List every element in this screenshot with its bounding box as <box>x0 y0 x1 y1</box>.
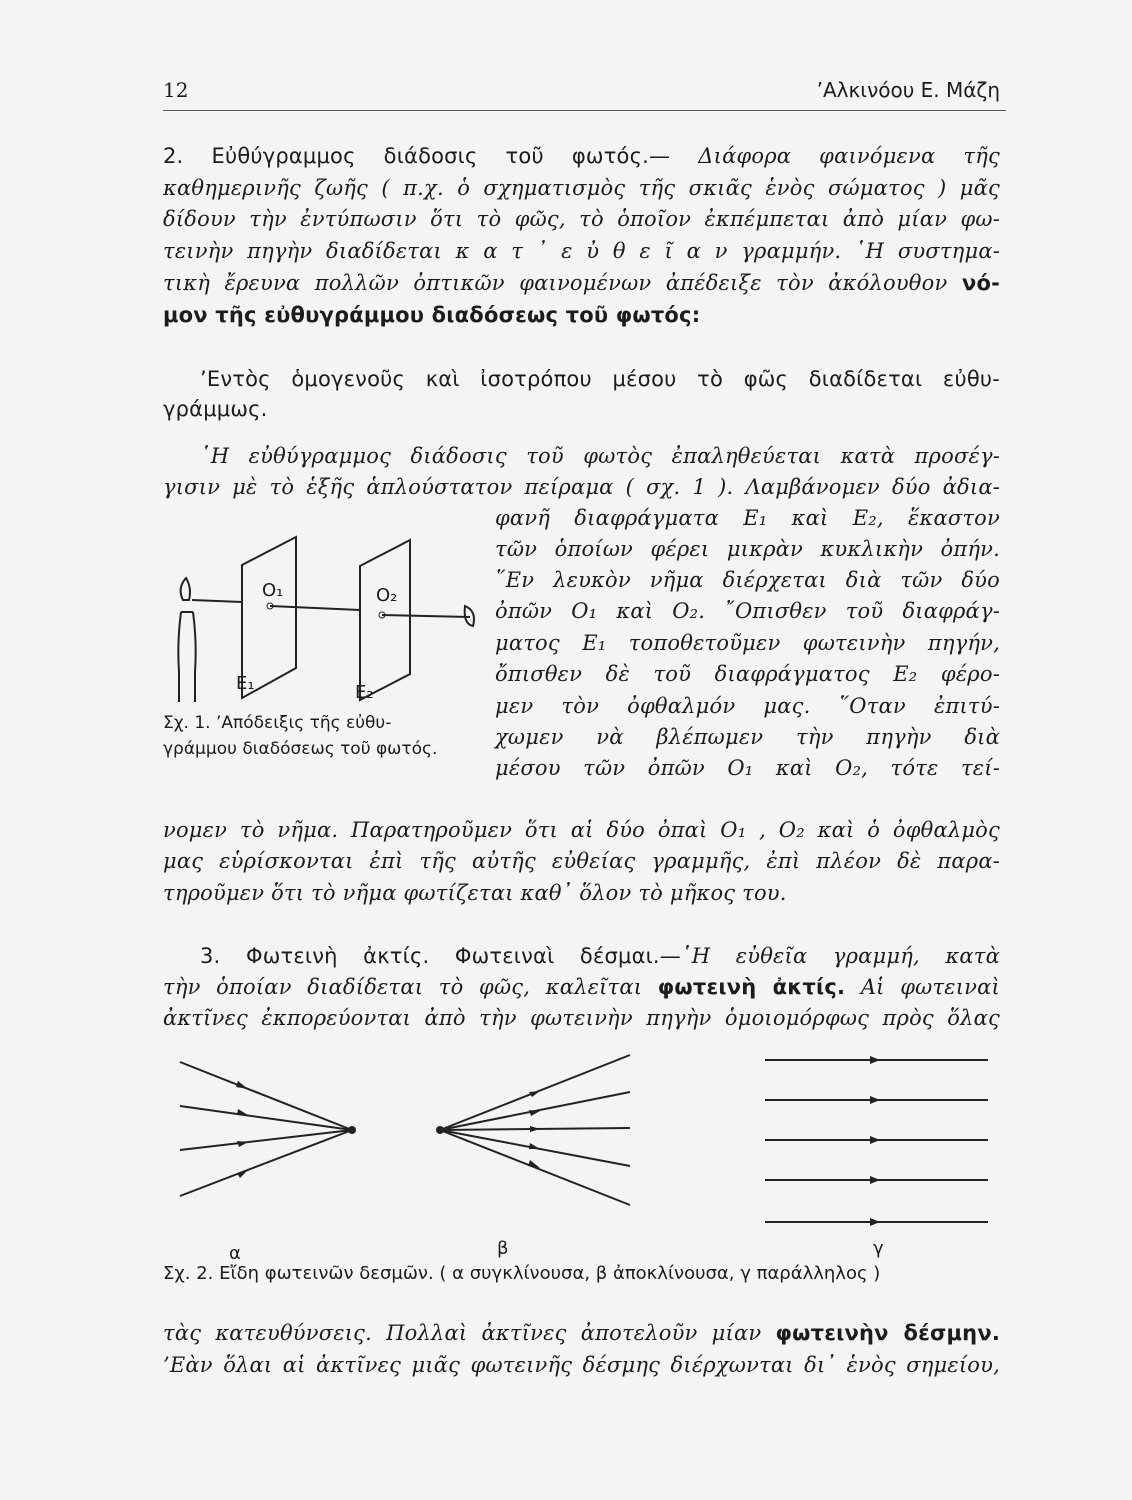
text-line: καθημερινῆς ζωῆς ( π.χ. ὁ σχηματισμὸς τῆς σκιᾶς ἑνὸς σώματος ) μᾶς <box>163 176 1000 200</box>
section-2-heading: 2. Εὐθύγραμμος διάδοσις τοῦ φωτός.— <box>163 144 671 168</box>
label-e2: E₂ <box>355 682 374 703</box>
label-gamma: γ <box>873 1238 884 1259</box>
eye-icon <box>465 606 474 626</box>
text-line: ὀπῶν O₁ καὶ O₂. ῎Οπισθεν τοῦ διαφράγ- <box>495 599 1000 623</box>
text-line: μεν τὸν ὀφθαλμόν μας. ῞Οταν ἐπιτύ- <box>495 694 1000 718</box>
text-line: δίδουν τὴν ἐντύπωσιν ὅτι τὸ φῶς, τὸ ὁποῖον ἐκπέμπεται ἀπὸ μίαν φω- <box>163 207 1000 231</box>
text: τικὴ ἔρευνα πολλῶν ὀπτικῶν φαινομένων ἀπέδειξε τὸν ἀκόλουθον <box>163 271 948 295</box>
bold-term: νό- <box>961 271 1000 295</box>
text-line: μέσου τῶν ὀπῶν O₁ καὶ O₂, τότε τεί- <box>495 756 1000 780</box>
law-statement-end: γράμμως. <box>163 397 268 421</box>
text-line: τεινὴν πηγὴν διαδίδεται κ α τ ᾽ ε ὐ θ ε ῖ α ν γραμμήν. ῾Η συστημα- <box>163 239 1000 263</box>
label-beta: β <box>497 1238 509 1259</box>
text-line: ῾Η εὐθύγραμμος διάδοσις τοῦ φωτὸς ἐπαληθεύεται κατὰ προσέγ- <box>200 444 1000 468</box>
text-line: ματος E₁ τοποθετοῦμεν φωτεινὴν πηγήν, <box>495 631 1000 655</box>
label-o2: O₂ <box>376 585 398 606</box>
text-line: τῶν ὁποίων φέρει μικρὰν κυκλικὴν ὀπήν. <box>495 537 1000 561</box>
section-3-heading: 3. Φωτεινὴ ἀκτίς. Φωτειναὶ δέσμαι.— <box>200 944 682 968</box>
text-line: ὄπισθεν δὲ τοῦ διαφράγματος E₂ φέρο- <box>495 662 1000 686</box>
text-line <box>163 974 1000 1000</box>
law-statement: ’Εντὸς ὁμογενοῦς καὶ ἰσοτρόπου μέσου τὸ φῶς διαδίδεται εὐθυ- <box>200 367 1000 391</box>
text: ῾Η εὐθεῖα γραμμή, κατὰ <box>681 944 1000 968</box>
figure-2-diagram <box>180 1055 988 1222</box>
text: τὴν ὁποίαν διαδίδεται τὸ φῶς, καλεῖται <box>163 975 643 999</box>
text-line <box>163 1320 1000 1346</box>
text-line: ’Εὰν ὅλαι αἱ ἀκτῖνες μιᾶς φωτεινῆς δέσμης διέρχωνται δι᾽ ἑνὸς σημείου, <box>163 1353 1000 1377</box>
label-e1: E₁ <box>236 673 255 694</box>
law-title: μον τῆς εὐθυγράμμου διαδόσεως τοῦ φωτός: <box>163 303 701 327</box>
text-line <box>163 270 1000 296</box>
section-2-heading-line <box>163 143 1000 169</box>
figure-1-caption: γράμμου διαδόσεως τοῦ φωτός. <box>163 739 438 759</box>
text-line: τηροῦμεν ὅτι τὸ νῆμα φωτίζεται καθ᾽ ὅλον τὸ μῆκος του. <box>163 881 787 905</box>
bold-term: φωτεινὴν δέσμην. <box>775 1321 1000 1345</box>
page-number: 12 <box>163 78 189 102</box>
section-3-heading-line <box>200 943 1000 969</box>
text-line: ἀκτῖνες ἐκπορεύονται ἀπὸ τὴν φωτεινὴν πηγὴν ὁμοιομόρφως πρὸς ὅλας <box>163 1006 1000 1030</box>
text: τὰς κατευθύνσεις. Πολλαὶ ἀκτῖνες ἀποτελοῦν μίαν <box>163 1321 762 1345</box>
text: Αἱ φωτειναὶ <box>860 975 1000 999</box>
text-line: γισιν μὲ τὸ ἑξῆς ἁπλούστατον πείραμα ( σχ. 1 ). Λαμβάνομεν δύο ἀδια- <box>163 475 1000 499</box>
header-rule <box>163 110 1006 111</box>
running-header-author: ’Αλκινόου Ε. Μάζη <box>816 78 1000 102</box>
candle-icon <box>178 578 195 702</box>
label-alpha: α <box>229 1243 241 1264</box>
text: Διάφορα φαινόμενα τῆς <box>698 144 1000 168</box>
text-line: μας εὑρίσκονται ἐπὶ τῆς αὐτῆς εὐθείας γραμμῆς, ἐπὶ πλέον δὲ παρα- <box>163 849 1000 873</box>
figure-2-caption: Σχ. 2. Εἴδη φωτεινῶν δεσμῶν. ( α συγκλίνουσα, β ἀποκλίνουσα, γ παράλληλος ) <box>163 1263 881 1284</box>
bold-term: φωτεινὴ ἀκτίς. <box>657 975 846 999</box>
text-line: νομεν τὸ νῆμα. Παρατηροῦμεν ὅτι αἱ δύο ὀπαὶ O₁ , O₂ καὶ ὁ ὀφθαλμὸς <box>163 818 1000 842</box>
figure-1-caption: Σχ. 1. ’Απόδειξις τῆς εὐθυ- <box>163 713 392 733</box>
diaphragm-e2 <box>360 540 410 700</box>
text-line: ῞Εν λευκὸν νῆμα διέρχεται διὰ τῶν δύο <box>495 568 1000 592</box>
label-o1: O₁ <box>262 580 284 601</box>
text-line: φανῆ διαφράγματα E₁ καὶ E₂, ἕκαστον <box>495 506 1000 530</box>
text-line: χωμεν νὰ βλέπωμεν τὴν πηγὴν διὰ <box>495 725 1000 749</box>
